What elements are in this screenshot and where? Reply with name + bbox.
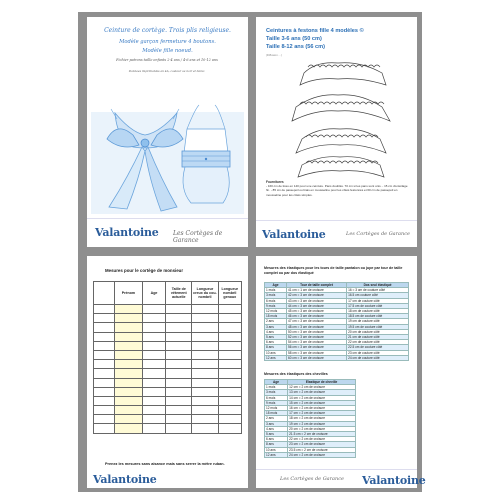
table-cell: 3 ans [265, 421, 288, 426]
table-cell: 18 mois [265, 411, 288, 416]
title-line-1: Ceintures à festons fille 4 modèles © [266, 28, 364, 34]
table-cell: 16 cm = 2 cm de croisure [288, 406, 356, 411]
table-cell: 24 cm = 2 cm de croisure [288, 452, 356, 457]
form-cell[interactable] [218, 369, 241, 378]
table-cell: 56 cm = 3 cm de croisure [286, 345, 346, 350]
table-cell: 6 mois [265, 298, 287, 303]
page-footer [87, 218, 248, 247]
table-row [94, 424, 242, 433]
table-cell: 21 cm de couture côté [347, 335, 409, 340]
row-cell-blank [94, 369, 115, 378]
form-cell[interactable] [115, 415, 143, 424]
boy-sash-drawing [182, 105, 230, 203]
measurements-table [93, 281, 242, 434]
form-cell[interactable] [142, 332, 165, 341]
column-header: Age [265, 283, 287, 288]
table-cell: 18 cm de couture côté [347, 309, 409, 314]
sash-illustration [87, 99, 248, 217]
table-row [94, 415, 242, 424]
row-cell-blank [94, 305, 115, 314]
table-cell: 23.5 cm = 2 cm de croisure [288, 447, 356, 452]
table-cell: 6 mois [265, 395, 288, 400]
measurement-instruction: Prenez les mesures sans aisance mais sans serrer la mètre ruban. [105, 462, 225, 466]
form-cell[interactable] [192, 332, 218, 341]
table-cell: 23 cm de couture côté [347, 350, 409, 355]
supplies-notes [266, 180, 411, 197]
form-cell[interactable] [218, 406, 241, 415]
table-row [94, 305, 242, 314]
table-cell: 23 cm = 2 cm de croisure [288, 442, 356, 447]
column-header: Age [265, 380, 288, 385]
table-cell: 17.5 cm de couture côté [347, 303, 409, 308]
row-cell-blank [94, 415, 115, 424]
form-cell[interactable] [166, 341, 192, 350]
page-footer [256, 220, 417, 247]
form-cell[interactable] [142, 350, 165, 359]
table-cell: 42 cm = 3 cm de croisure [286, 293, 346, 298]
form-cell[interactable] [166, 406, 192, 415]
form-cell[interactable] [115, 314, 143, 323]
table-cell: 22.5 cm de couture côté [347, 345, 409, 350]
table-row [94, 314, 242, 323]
table-cell: 1 mois [265, 385, 288, 390]
form-cell[interactable] [166, 387, 192, 396]
table-cell: 12 ans [265, 355, 287, 360]
brand-logo: Valantoine [95, 226, 159, 239]
table-cell: 6 ans [265, 340, 287, 345]
form-cell[interactable] [166, 415, 192, 424]
brand-logo: Valantoine [362, 474, 426, 487]
table-cell: 17 cm = 2 cm de croisure [288, 411, 356, 416]
form-cell[interactable] [142, 378, 165, 387]
table-cell: 43 cm = 3 cm de croisure [286, 298, 346, 303]
table-cell: 3 mois [265, 390, 288, 395]
page-footer [256, 469, 426, 488]
girl-model-line: Modèle fille noeud. [142, 48, 193, 54]
table-row [94, 369, 242, 378]
form-cell[interactable] [192, 341, 218, 350]
table-cell: 12 ans [265, 452, 288, 457]
form-cell[interactable] [166, 323, 192, 332]
table-cell: 20 cm = 2 cm de croisure [288, 426, 356, 431]
brand-tagline: Les Cortèges de Garance [280, 476, 345, 482]
table-cell: 3 ans [265, 324, 287, 329]
table-cell: 21.5 cm = 2 cm de croisure [288, 432, 356, 437]
form-cell[interactable] [142, 369, 165, 378]
form-cell[interactable] [192, 360, 218, 369]
form-cell[interactable] [192, 387, 218, 396]
form-cell[interactable] [166, 369, 192, 378]
table-cell: 17 cm de couture côté [347, 298, 409, 303]
form-cell[interactable] [115, 396, 143, 405]
header-neck-navel: Longueur creux du cou-nombril [192, 282, 218, 305]
table-cell: 2 ans [265, 416, 288, 421]
page-sash-cover[interactable] [87, 17, 248, 247]
waist-elastic-table [264, 282, 409, 361]
page-title: Mesures pour le cortège de monsieur [105, 268, 184, 273]
form-cell[interactable] [192, 396, 218, 405]
form-cell[interactable] [115, 406, 143, 415]
table-cell: 19 cm = 2 cm de croisure [288, 421, 356, 426]
page-title [266, 27, 364, 51]
form-cell[interactable] [218, 424, 241, 433]
row-cell-blank [94, 350, 115, 359]
table-cell: 4 ans [265, 329, 287, 334]
form-cell[interactable] [166, 360, 192, 369]
table-cell: 15 cm = 2 cm de croisure [288, 400, 356, 405]
form-cell[interactable] [218, 378, 241, 387]
form-cell[interactable] [142, 387, 165, 396]
brand-logo: Valantoine [262, 228, 326, 241]
table-cell: 5 ans [265, 432, 288, 437]
small-note: (Diffusion ...) [266, 53, 282, 57]
table-cell: 22 cm de couture côté [347, 340, 409, 345]
table-cell: 9 mois [265, 400, 288, 405]
row-cell-blank [94, 341, 115, 350]
table-cell: 20 cm de couture côté [347, 329, 409, 334]
table-row [94, 406, 242, 415]
form-cell[interactable] [142, 415, 165, 424]
table-cell: 2 ans [265, 319, 287, 324]
form-cell[interactable] [142, 341, 165, 350]
heading-waist-elastics: Mesures des élastiques pour les tours de taille pantalon ou jupe par tour de taille complet ou par dos élastiqué [264, 266, 403, 275]
supplies-text: - 160 cm de tissu en 140 pour une ceinture. Pans doublés. 70 cm si les pans sont unis. - 15 cm d'entoilage fin. - 85 cm de passepoil ou biais en mousseline pour les côtés festonnés et 60 cm de passepoil en mousseline pour les côtés simples. [266, 184, 408, 197]
form-cell[interactable] [166, 314, 192, 323]
header-size: Taille de vêtement actuelle [166, 282, 192, 305]
form-cell[interactable] [166, 378, 192, 387]
table-cell: 19 cm de couture côté [347, 319, 409, 324]
form-cell[interactable] [142, 314, 165, 323]
table-cell: 41 cm = 1 cm de croisure [286, 288, 346, 293]
table-cell: 46 cm = 3 cm de croisure [286, 314, 346, 319]
table-cell: 44 cm = 3 cm de croisure [286, 303, 346, 308]
form-cell[interactable] [115, 378, 143, 387]
form-cell[interactable] [115, 350, 143, 359]
heading-ankle-elastics: Mesures des élastiques des chevilles [264, 372, 328, 376]
table-cell: 48 cm = 3 cm de croisure [286, 324, 346, 329]
row-cell-blank [94, 332, 115, 341]
header-empty [94, 282, 115, 305]
column-header: Dos seul élastiqué [347, 283, 409, 288]
form-cell[interactable] [166, 350, 192, 359]
table-cell: 18 cm = 2 cm de croisure [288, 416, 356, 421]
table-cell: 18 mois [265, 314, 287, 319]
form-cell[interactable] [218, 396, 241, 405]
table-cell: 10 ans [265, 350, 287, 355]
page-scallop-sash[interactable] [256, 17, 417, 247]
table-cell: 47 cm = 3 cm de croisure [286, 319, 346, 324]
sizes-line: Fichier patrons taille enfants 2-4 ans / 4-6 ans et 10-12 ans [116, 58, 218, 62]
row-cell-blank [94, 378, 115, 387]
form-cell[interactable] [115, 323, 143, 332]
table-cell: 60 cm = 3 cm de croisure [286, 355, 346, 360]
table-cell: 13 cm = 2 cm de croisure [288, 390, 356, 395]
row-cell-blank [94, 424, 115, 433]
table-cell: 45 cm = 3 cm de croisure [286, 309, 346, 314]
form-cell[interactable] [115, 369, 143, 378]
form-cell[interactable] [166, 424, 192, 433]
column-header: Tour de taille complet [286, 283, 346, 288]
table-row [94, 350, 242, 359]
ankle-elastic-table [264, 379, 356, 458]
form-cell[interactable] [142, 305, 165, 314]
table-cell: 24 cm de couture côté [347, 355, 409, 360]
form-cell[interactable] [218, 305, 241, 314]
header-prenom: Prénom [115, 282, 143, 305]
table-cell: 12 mois [265, 406, 288, 411]
form-cell[interactable] [218, 350, 241, 359]
form-cell[interactable] [218, 341, 241, 350]
scallop-sash-diagrams [286, 59, 406, 179]
table-row [94, 332, 242, 341]
form-cell[interactable] [192, 415, 218, 424]
form-cell[interactable] [142, 406, 165, 415]
form-cell[interactable] [166, 332, 192, 341]
brand-logo: Valantoine [93, 473, 157, 486]
table-cell: 8 ans [265, 345, 287, 350]
form-cell[interactable] [142, 360, 165, 369]
form-cell[interactable] [115, 387, 143, 396]
form-cell[interactable] [218, 387, 241, 396]
row-cell-blank [94, 406, 115, 415]
table-cell: 18.5 cm de couture côté [347, 314, 409, 319]
form-cell[interactable] [218, 332, 241, 341]
page-title: Ceinture de cortège. Trois plis religieuse. [104, 27, 231, 34]
table-row [94, 323, 242, 332]
brand-tagline: Les Cortèges de Garance [173, 230, 223, 244]
column-header: Elastique de cheville [288, 380, 356, 385]
form-cell[interactable] [192, 369, 218, 378]
print-info: Donnees imprimables en 4A, couleur ou noir et blanc. [128, 69, 206, 73]
page-measurements-form[interactable] [87, 256, 248, 488]
table-cell: 12 cm = 2 cm de croisure [288, 385, 356, 390]
table-cell: 4 ans [265, 426, 288, 431]
row-cell-blank [94, 387, 115, 396]
form-cell[interactable] [192, 378, 218, 387]
table-cell: 5 ans [265, 335, 287, 340]
form-cell[interactable] [115, 341, 143, 350]
table-row [94, 396, 242, 405]
table-cell: 12 mois [265, 309, 287, 314]
page-elastic-tables[interactable] [256, 256, 426, 488]
form-cell[interactable] [166, 396, 192, 405]
page-footer [87, 472, 248, 488]
form-cell[interactable] [218, 360, 241, 369]
table-cell: 16 = 3 cm de couture côté [347, 288, 409, 293]
form-cell[interactable] [115, 424, 143, 433]
header-navel-knee: Longueur nombril genoux [218, 282, 241, 305]
row-cell-blank [94, 396, 115, 405]
table-row [94, 387, 242, 396]
form-cell[interactable] [142, 396, 165, 405]
form-cell[interactable] [115, 305, 143, 314]
form-cell[interactable] [142, 323, 165, 332]
form-cell[interactable] [115, 332, 143, 341]
table-row [94, 378, 242, 387]
table-cell: 10 ans [265, 447, 288, 452]
table-row [94, 341, 242, 350]
table-row [265, 452, 356, 457]
table-cell: 52 cm = 3 cm de croisure [286, 335, 346, 340]
row-cell-blank [94, 323, 115, 332]
form-cell[interactable] [218, 415, 241, 424]
title-line-2: Taille 3-6 ans (50 cm) [266, 36, 322, 42]
table-cell: 58 cm = 3 cm de croisure [286, 350, 346, 355]
form-cell[interactable] [192, 323, 218, 332]
form-cell[interactable] [192, 424, 218, 433]
boy-model-line: Modèle garçon fermeture 4 boutons. [119, 39, 216, 45]
table-cell: 54 cm = 3 cm de croisure [286, 340, 346, 345]
table-cell: 6 ans [265, 437, 288, 442]
table-row [265, 355, 409, 360]
row-cell-blank [94, 314, 115, 323]
table-cell: 22 cm = 2 cm de croisure [288, 437, 356, 442]
form-cell[interactable] [115, 360, 143, 369]
form-cell[interactable] [192, 406, 218, 415]
header-age: Age [142, 282, 165, 305]
supplies-title: Fournitures [266, 180, 284, 184]
form-cell[interactable] [192, 314, 218, 323]
form-cell[interactable] [192, 350, 218, 359]
title-line-3: Taille 8-12 ans (56 cm) [266, 44, 325, 50]
table-row [94, 360, 242, 369]
table-cell: 1 mois [265, 288, 287, 293]
table-cell: 19.5 cm de couture côté [347, 324, 409, 329]
row-cell-blank [94, 360, 115, 369]
form-cell[interactable] [142, 424, 165, 433]
table-cell: 8 ans [265, 442, 288, 447]
girl-sash-drawing [107, 109, 183, 211]
form-cell[interactable] [218, 314, 241, 323]
table-cell: 50 cm = 3 cm de croisure [286, 329, 346, 334]
table-cell: 9 mois [265, 303, 287, 308]
form-cell[interactable] [192, 305, 218, 314]
form-cell[interactable] [166, 305, 192, 314]
table-cell: 14 cm = 2 cm de croisure [288, 395, 356, 400]
table-cell: 16.5 cm couture côté [347, 293, 409, 298]
brand-tagline: Les Cortèges de Garance [346, 231, 411, 237]
table-cell: 3 mois [265, 293, 287, 298]
form-cell[interactable] [218, 323, 241, 332]
